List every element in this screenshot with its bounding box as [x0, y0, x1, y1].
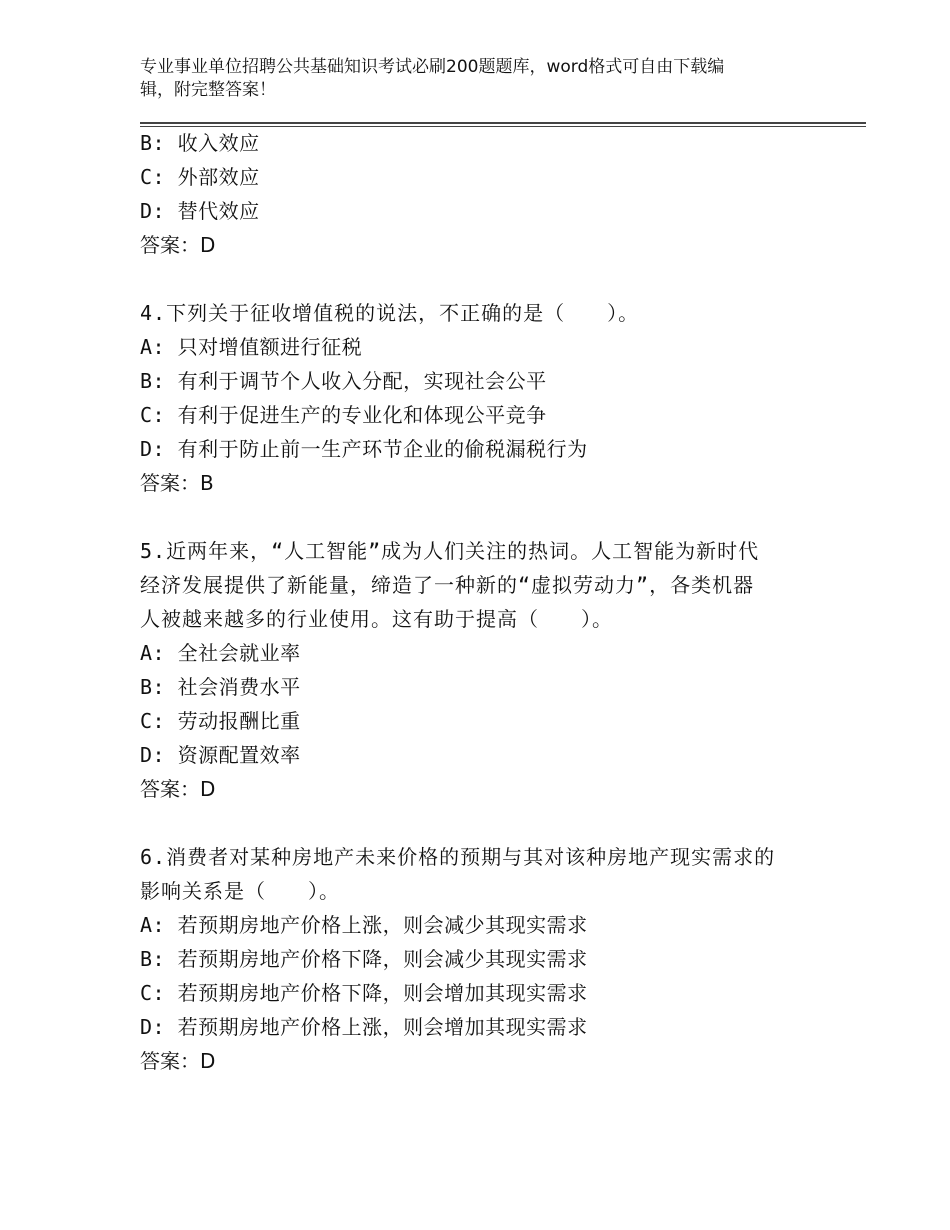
option-d: D: 资源配置效率 [140, 743, 301, 767]
spacer [140, 500, 820, 534]
option-c: C: 有利于促进生产的专业化和体现公平竞争 [140, 403, 547, 427]
answer-line: 答案：D [140, 1049, 216, 1073]
option-d: D: 有利于防止前一生产环节企业的偷税漏税行为 [140, 437, 588, 461]
option-b: B: 有利于调节个人收入分配，实现社会公平 [140, 369, 547, 393]
option-d: D: 替代效应 [140, 199, 260, 223]
option-b: B: 若预期房地产价格下降，则会减少其现实需求 [140, 947, 588, 971]
header-divider-thick [140, 122, 866, 124]
option-c: C: 外部效应 [140, 165, 260, 189]
option-b: B: 社会消费水平 [140, 675, 301, 699]
option-d: D: 若预期房地产价格上涨，则会增加其现实需求 [140, 1015, 588, 1039]
option-b: B: 收入效应 [140, 131, 260, 155]
header-line-1: 专业事业单位招聘公共基础知识考试必刷200题题库，word格式可自由下载编 [140, 57, 725, 77]
option-a: A: 若预期房地产价格上涨，则会减少其现实需求 [140, 913, 588, 937]
question-4 [140, 296, 820, 500]
question-text-line-2: 影响关系是（ ）。 [140, 879, 340, 903]
header-line-2: 辑，附完整答案！ [140, 80, 276, 100]
spacer [140, 806, 820, 840]
question-text-line-1: 6.消费者对某种房地产未来价格的预期与其对该种房地产现实需求的 [140, 845, 776, 869]
question-5 [140, 534, 820, 806]
question-text-line-2: 经济发展提供了新能量，缔造了一种新的“虚拟劳动力”，各类机器 [140, 573, 755, 597]
question-text-line-1: 5.近两年来，“人工智能”成为人们关注的热词。人工智能为新时代 [140, 539, 760, 563]
question-text: 4.下列关于征收增值税的说法，不正确的是（ ）。 [140, 301, 640, 325]
option-a: A: 全社会就业率 [140, 641, 301, 665]
option-c: C: 若预期房地产价格下降，则会增加其现实需求 [140, 981, 588, 1005]
option-c: C: 劳动报酬比重 [140, 709, 301, 733]
spacer [140, 262, 820, 296]
question-text-line-3: 人被越来越多的行业使用。这有助于提高（ ）。 [140, 607, 613, 631]
answer-line: 答案：B [140, 471, 214, 495]
partial-question [140, 126, 820, 262]
document-header [140, 56, 800, 102]
answer-line: 答案：D [140, 233, 216, 257]
document-body [140, 126, 820, 1078]
question-6 [140, 840, 820, 1078]
answer-line: 答案：D [140, 777, 216, 801]
option-a: A: 只对增值额进行征税 [140, 335, 363, 359]
